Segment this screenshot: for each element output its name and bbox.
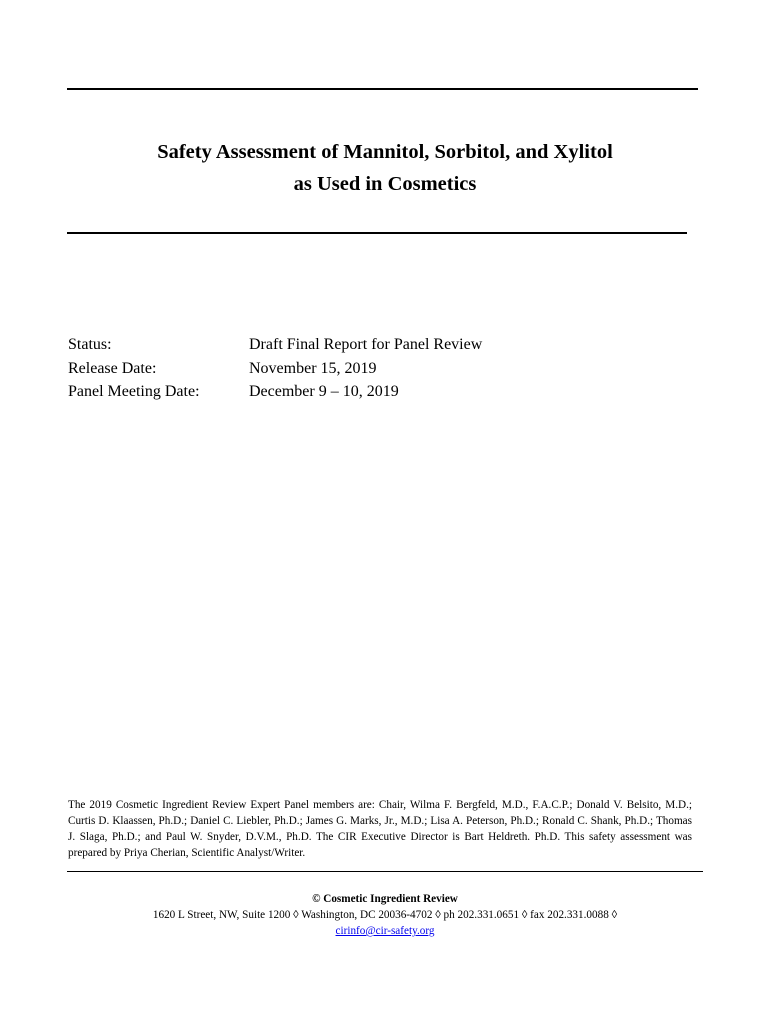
panel-members-note: The 2019 Cosmetic Ingredient Review Expert Panel members are: Chair, Wilma F. Bergfeld, M.D., F.A.C.P.; Donald V. Belsito, M.D.; Curtis D. Klaassen, Ph.D.; Daniel C. Liebler, Ph.D.; James G. Marks, Jr., M.D.; Lisa A. Peterson, Ph.D.; Ronald C. Shank, Ph.D.; Thomas J. Slaga, Ph.D.; and Paul W. Snyder, D.V.M., Ph.D. The CIR Executive Director is Bart Heldreth. Ph.D. This safety assessment was prepared by Priya Cherian, Scientific Analyst/Writer. (68, 799, 692, 859)
status-label: Status: (68, 336, 112, 353)
footer-email-link[interactable]: cirinfo@cir-safety.org (335, 925, 435, 937)
meta-row-release-date (68, 357, 482, 381)
top-rule (67, 88, 698, 90)
status-value: Draft Final Report for Panel Review (249, 336, 483, 353)
title-line-2: as Used in Cosmetics (293, 173, 477, 195)
release-date-label: Release Date: (68, 359, 157, 377)
panel-meeting-date-value: December 9 – 10, 2019 (249, 383, 399, 400)
title-line-1: Safety Assessment of Mannitol, Sorbitol, and Xylitol (157, 141, 613, 163)
meta-row-panel-meeting-date (68, 380, 482, 404)
footer-organization: © Cosmetic Ingredient Review (312, 893, 458, 905)
footer (67, 891, 703, 939)
title-rule (67, 232, 687, 234)
panel-meeting-date-label: Panel Meeting Date: (68, 383, 200, 400)
footer-rule (67, 871, 703, 872)
release-date-value: November 15, 2019 (249, 359, 377, 377)
report-meta (68, 333, 482, 404)
footer-address: 1620 L Street, NW, Suite 1200 ◊ Washington, DC 20036-4702 ◊ ph 202.331.0651 ◊ fax 202.331.0088 ◊ (152, 909, 618, 921)
document-title (67, 136, 703, 200)
meta-row-status (68, 333, 482, 357)
